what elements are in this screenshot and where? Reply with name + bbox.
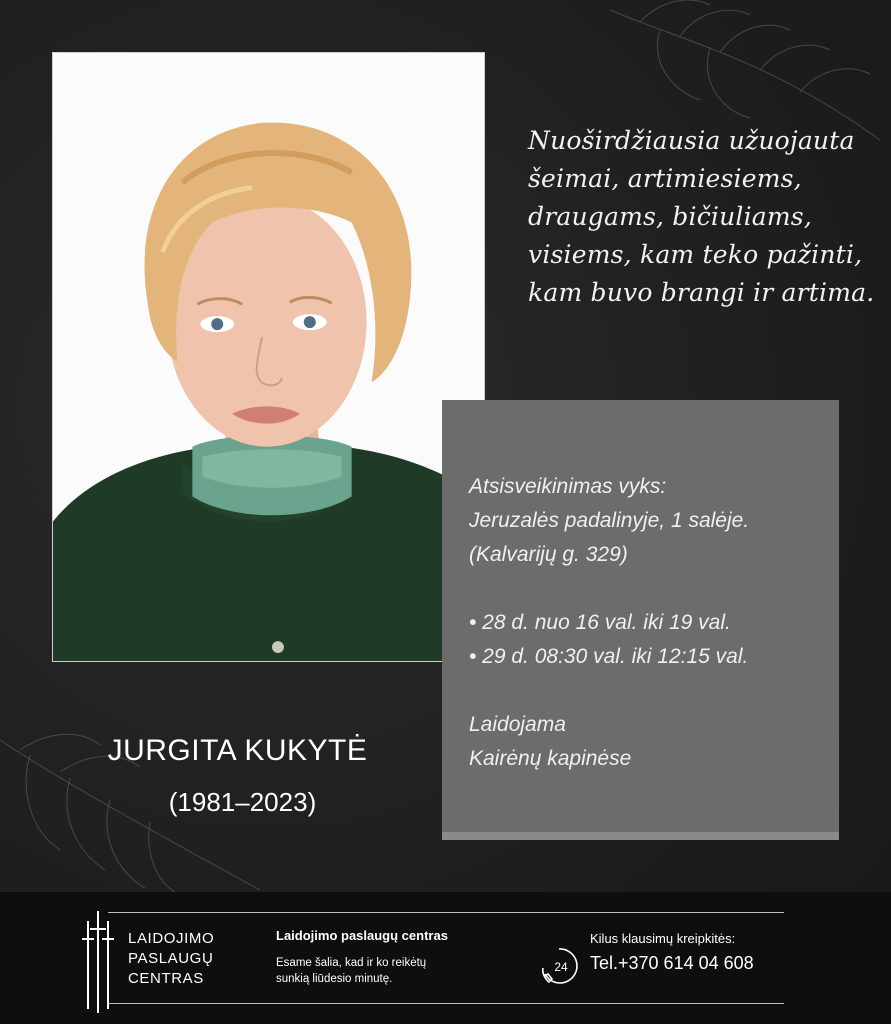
burial-place: Kairėnų kapinėse (469, 747, 632, 770)
slogan-line: sunkią liūdesio minutę. (276, 973, 393, 985)
condolence-line: visiems, kam teko pažinti, (528, 240, 863, 269)
portrait-illustration (53, 53, 484, 661)
deceased-name: JURGITA KUKYTĖ (107, 734, 368, 767)
logo-line: PASLAUGŲ (128, 950, 214, 967)
condolence-message (528, 122, 873, 312)
ceremony-place: Jeruzalės padalinyje, 1 salėje. (469, 509, 750, 532)
condolence-line: kam buvo brangi ir artima. (528, 278, 875, 307)
contact-title: Kilus klausimų kreipkitės: (590, 931, 736, 946)
phone-badge-text: 24 (554, 960, 568, 974)
footer-rule-top (108, 912, 784, 913)
crosses-logo-icon (80, 909, 116, 1013)
burial-label: Laidojama (469, 713, 566, 736)
condolence-line: Nuoširdžiausia užuojauta (528, 126, 855, 155)
ceremony-heading: Atsisveikinimas vyks: (469, 475, 667, 498)
condolence-line: šeimai, artimiesiems, (528, 164, 802, 193)
company-title: Laidojimo paslaugų centras (276, 928, 448, 943)
company-slogan (276, 955, 426, 987)
ceremony-address: (Kalvarijų g. 329) (469, 543, 628, 566)
ceremony-time-second: • 29 d. 08:30 val. iki 12:15 val. (469, 645, 749, 668)
footer (0, 892, 891, 1024)
portrait-photo (52, 52, 485, 662)
contact-phone[interactable]: Tel.+370 614 04 608 (590, 953, 754, 973)
condolence-line: draugams, bičiuliams, (528, 202, 812, 231)
logo-line: CENTRAS (128, 970, 204, 987)
phone-24h-icon (539, 946, 579, 986)
ceremony-time-first: • 28 d. nuo 16 val. iki 19 val. (469, 611, 731, 634)
logo-text (128, 929, 214, 989)
deceased-years: (1981–2023) (168, 787, 317, 817)
info-box-underbar (442, 832, 839, 840)
slogan-line: Esame šalia, kad ir ko reikėtų (276, 957, 427, 969)
ceremony-info-box (442, 400, 839, 840)
footer-rule-bottom (108, 1003, 784, 1004)
logo-line: LAIDOJIMO (128, 930, 215, 947)
